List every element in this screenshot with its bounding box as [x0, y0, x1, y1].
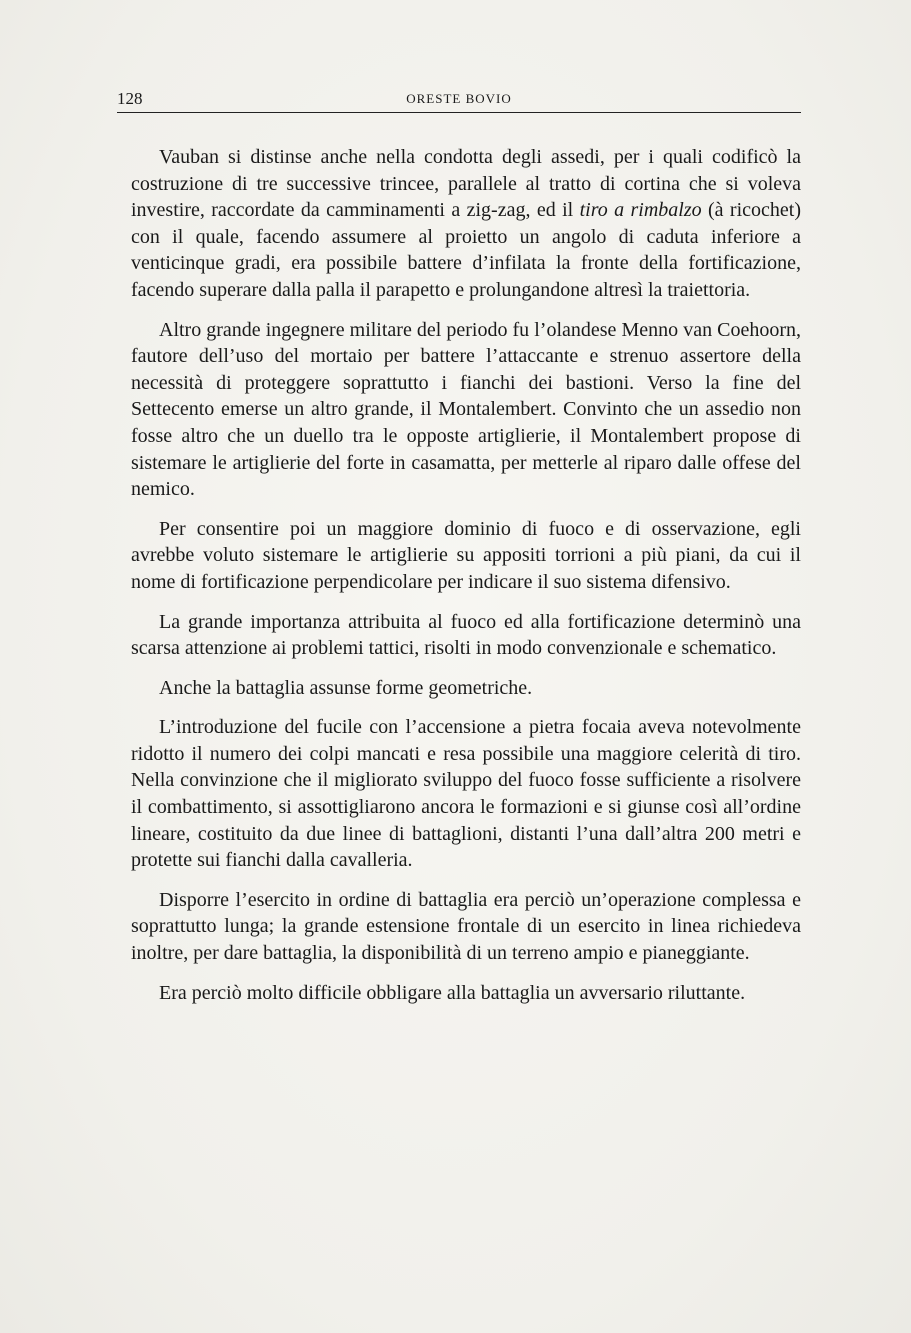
- paragraph: Per consentire poi un maggiore dominio di fuoco e di osservazione, egli avrebbe voluto sistemare le artiglierie su appositi torrioni a più piani, da cui il nome di fortificazione perpendicolare per indicare il suo sistema difensivo.: [131, 517, 801, 593]
- running-head: ORESTE BOVIO: [406, 91, 512, 106]
- paragraph: Era perciò molto difficile obbligare alla battaglia un avversario riluttante.: [159, 981, 746, 1004]
- page-number: 128: [117, 89, 143, 108]
- page-header: [117, 88, 801, 113]
- italic-term: tiro a rimbalzo: [579, 199, 702, 222]
- body-text: [131, 144, 801, 1019]
- paragraph: Altro grande ingegnere militare del periodo fu l’olandese Menno van Coehoorn, fautore dell’uso del mortaio per battere l’attaccante e strenuo assertore della necessità di proteggere soprattutto i fianchi dei bastioni. Verso la fine del Settecento emerse un altro grande, il Montalembert. Convinto che un assedio non fosse altro che un duello tra le opposte artiglierie, il Montalembert propose di sistemare le artiglierie del forte in casamatta, per metterle al riparo dalle offese del nemico.: [131, 318, 801, 501]
- paragraph: L’introduzione del fucile con l’accensione a pietra focaia aveva notevolmente ridotto il numero dei colpi mancati e resa possibile una maggiore celerità di tiro. Nella convinzione che il migliorato sviluppo del fuoco fosse sufficiente a risolvere il combattimento, si assottigliarono ancora le formazioni e si giunse così all’ordine lineare, costituito da due linee di battaglioni, distanti l’una dall’altra 200 metri e protette sui fianchi dalla cavalleria.: [131, 716, 801, 872]
- paragraph: Anche la battaglia assunse forme geometriche.: [159, 676, 533, 699]
- paragraph: Disporre l’esercito in ordine di battaglia era perciò un’operazione complessa e soprattutto lunga; la grande estensione frontale di un esercito in linea richiedeva inoltre, per dare battaglia, la disponibilità di un terreno ampio e pianeggiante.: [131, 888, 801, 965]
- paragraph: Vauban si distinse anche nella condotta degli assedi, per i quali codificò la costruzione di tre successive trincee, parallele al tratto di cortina che si voleva investire, raccordate da camminamenti a zig-zag, ed il tiro a rimbalzo (à ricochet) con il quale, facendo assumere al proietto un angolo di caduta inferiore a venticinque gradi, era possibile battere d’infilata la fronte della fortificazione, facendo superare dalla palla il parapetto e prolungandone altresì la traiettoria.: [131, 146, 801, 301]
- paragraph: La grande importanza attribuita al fuoco ed alla fortificazione determinò una scarsa attenzione ai problemi tattici, risolti in modo convenzionale e schematico.: [131, 610, 801, 660]
